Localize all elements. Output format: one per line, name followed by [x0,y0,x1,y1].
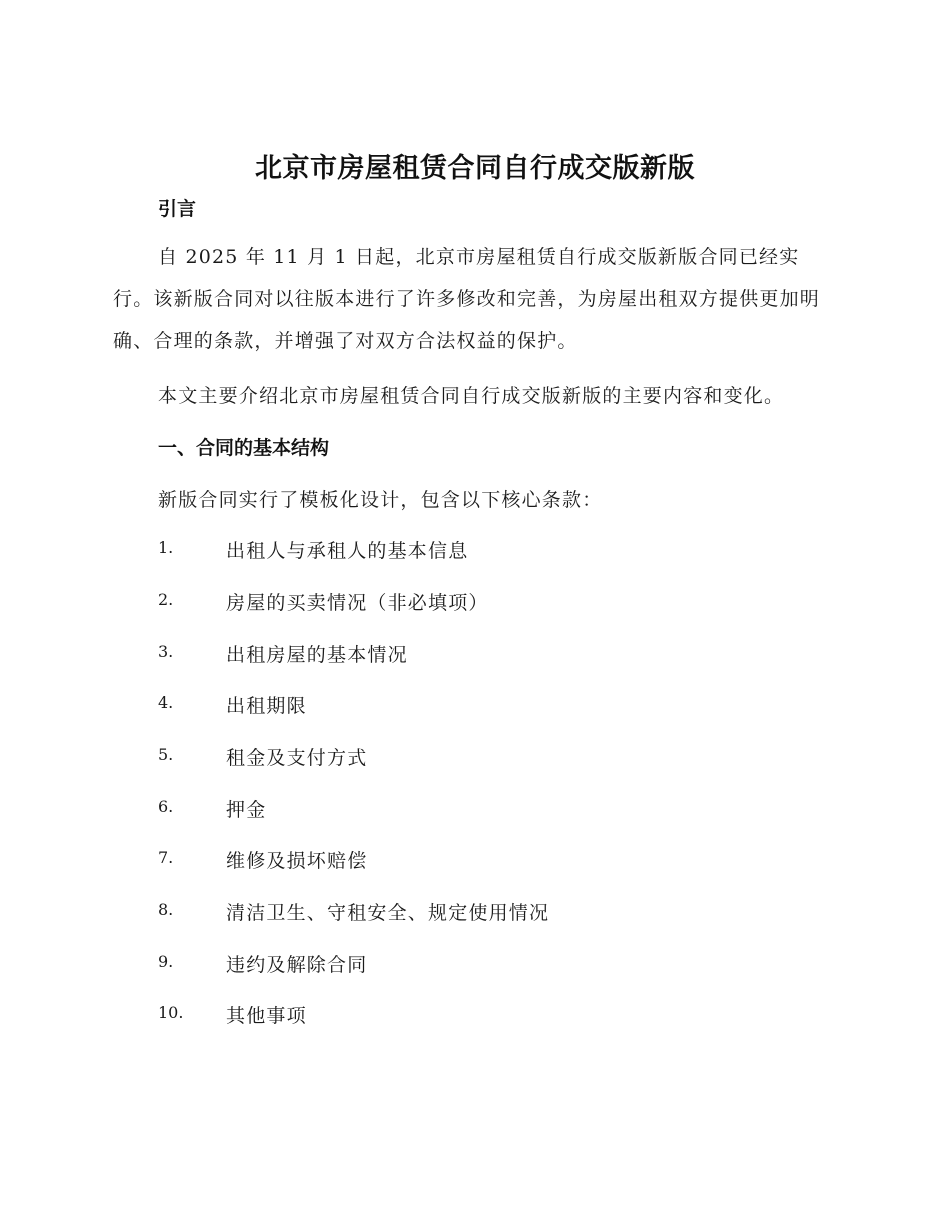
list-item-text: 出租期限 [226,695,307,717]
list-item-number: 7. [158,848,174,867]
list-item-number: 9. [158,952,174,971]
list-item-number: 5. [158,745,174,764]
list-item-text: 其他事项 [226,1005,307,1027]
intro-heading: 引言 [158,198,197,220]
list-item-text: 清洁卫生、守租安全、规定使用情况 [226,902,550,924]
document-title: 北京市房屋租赁合同自行成交版新版 [255,153,695,184]
list-item-number: 1. [158,538,174,557]
list-item-text: 出租房屋的基本情况 [226,644,408,666]
list-item-number: 2. [158,590,174,609]
list-item-number: 10. [158,1003,184,1022]
intro-paragraph-1: 自 2025 年 11 月 1 日起，北京市房屋租赁自行成交版新版合同已经实行。该新版合同对以往版本进行了许多修改和完善，为房屋出租双方提供更加明确、合理的条款，并增强了对双方合法权益的保护。 [113,246,821,352]
list-item-text: 违约及解除合同 [226,954,368,976]
section-1-intro: 新版合同实行了模板化设计，包含以下核心条款： [158,489,603,511]
list-item-text: 租金及支付方式 [226,747,368,769]
list-item-text: 房屋的买卖情况（非必填项） [226,592,489,614]
list-item-number: 8. [158,900,174,919]
list-item-text: 押金 [226,799,267,821]
list-item-text: 维修及损坏赔偿 [226,850,368,872]
intro-paragraph-2: 本文主要介绍北京市房屋租赁合同自行成交版新版的主要内容和变化。 [158,385,785,407]
list-item-number: 6. [158,797,174,816]
list-item-number: 4. [158,693,174,712]
section-1-heading: 一、合同的基本结构 [158,437,330,459]
list-item-number: 3. [158,642,174,661]
list-item-text: 出租人与承租人的基本信息 [226,540,469,562]
